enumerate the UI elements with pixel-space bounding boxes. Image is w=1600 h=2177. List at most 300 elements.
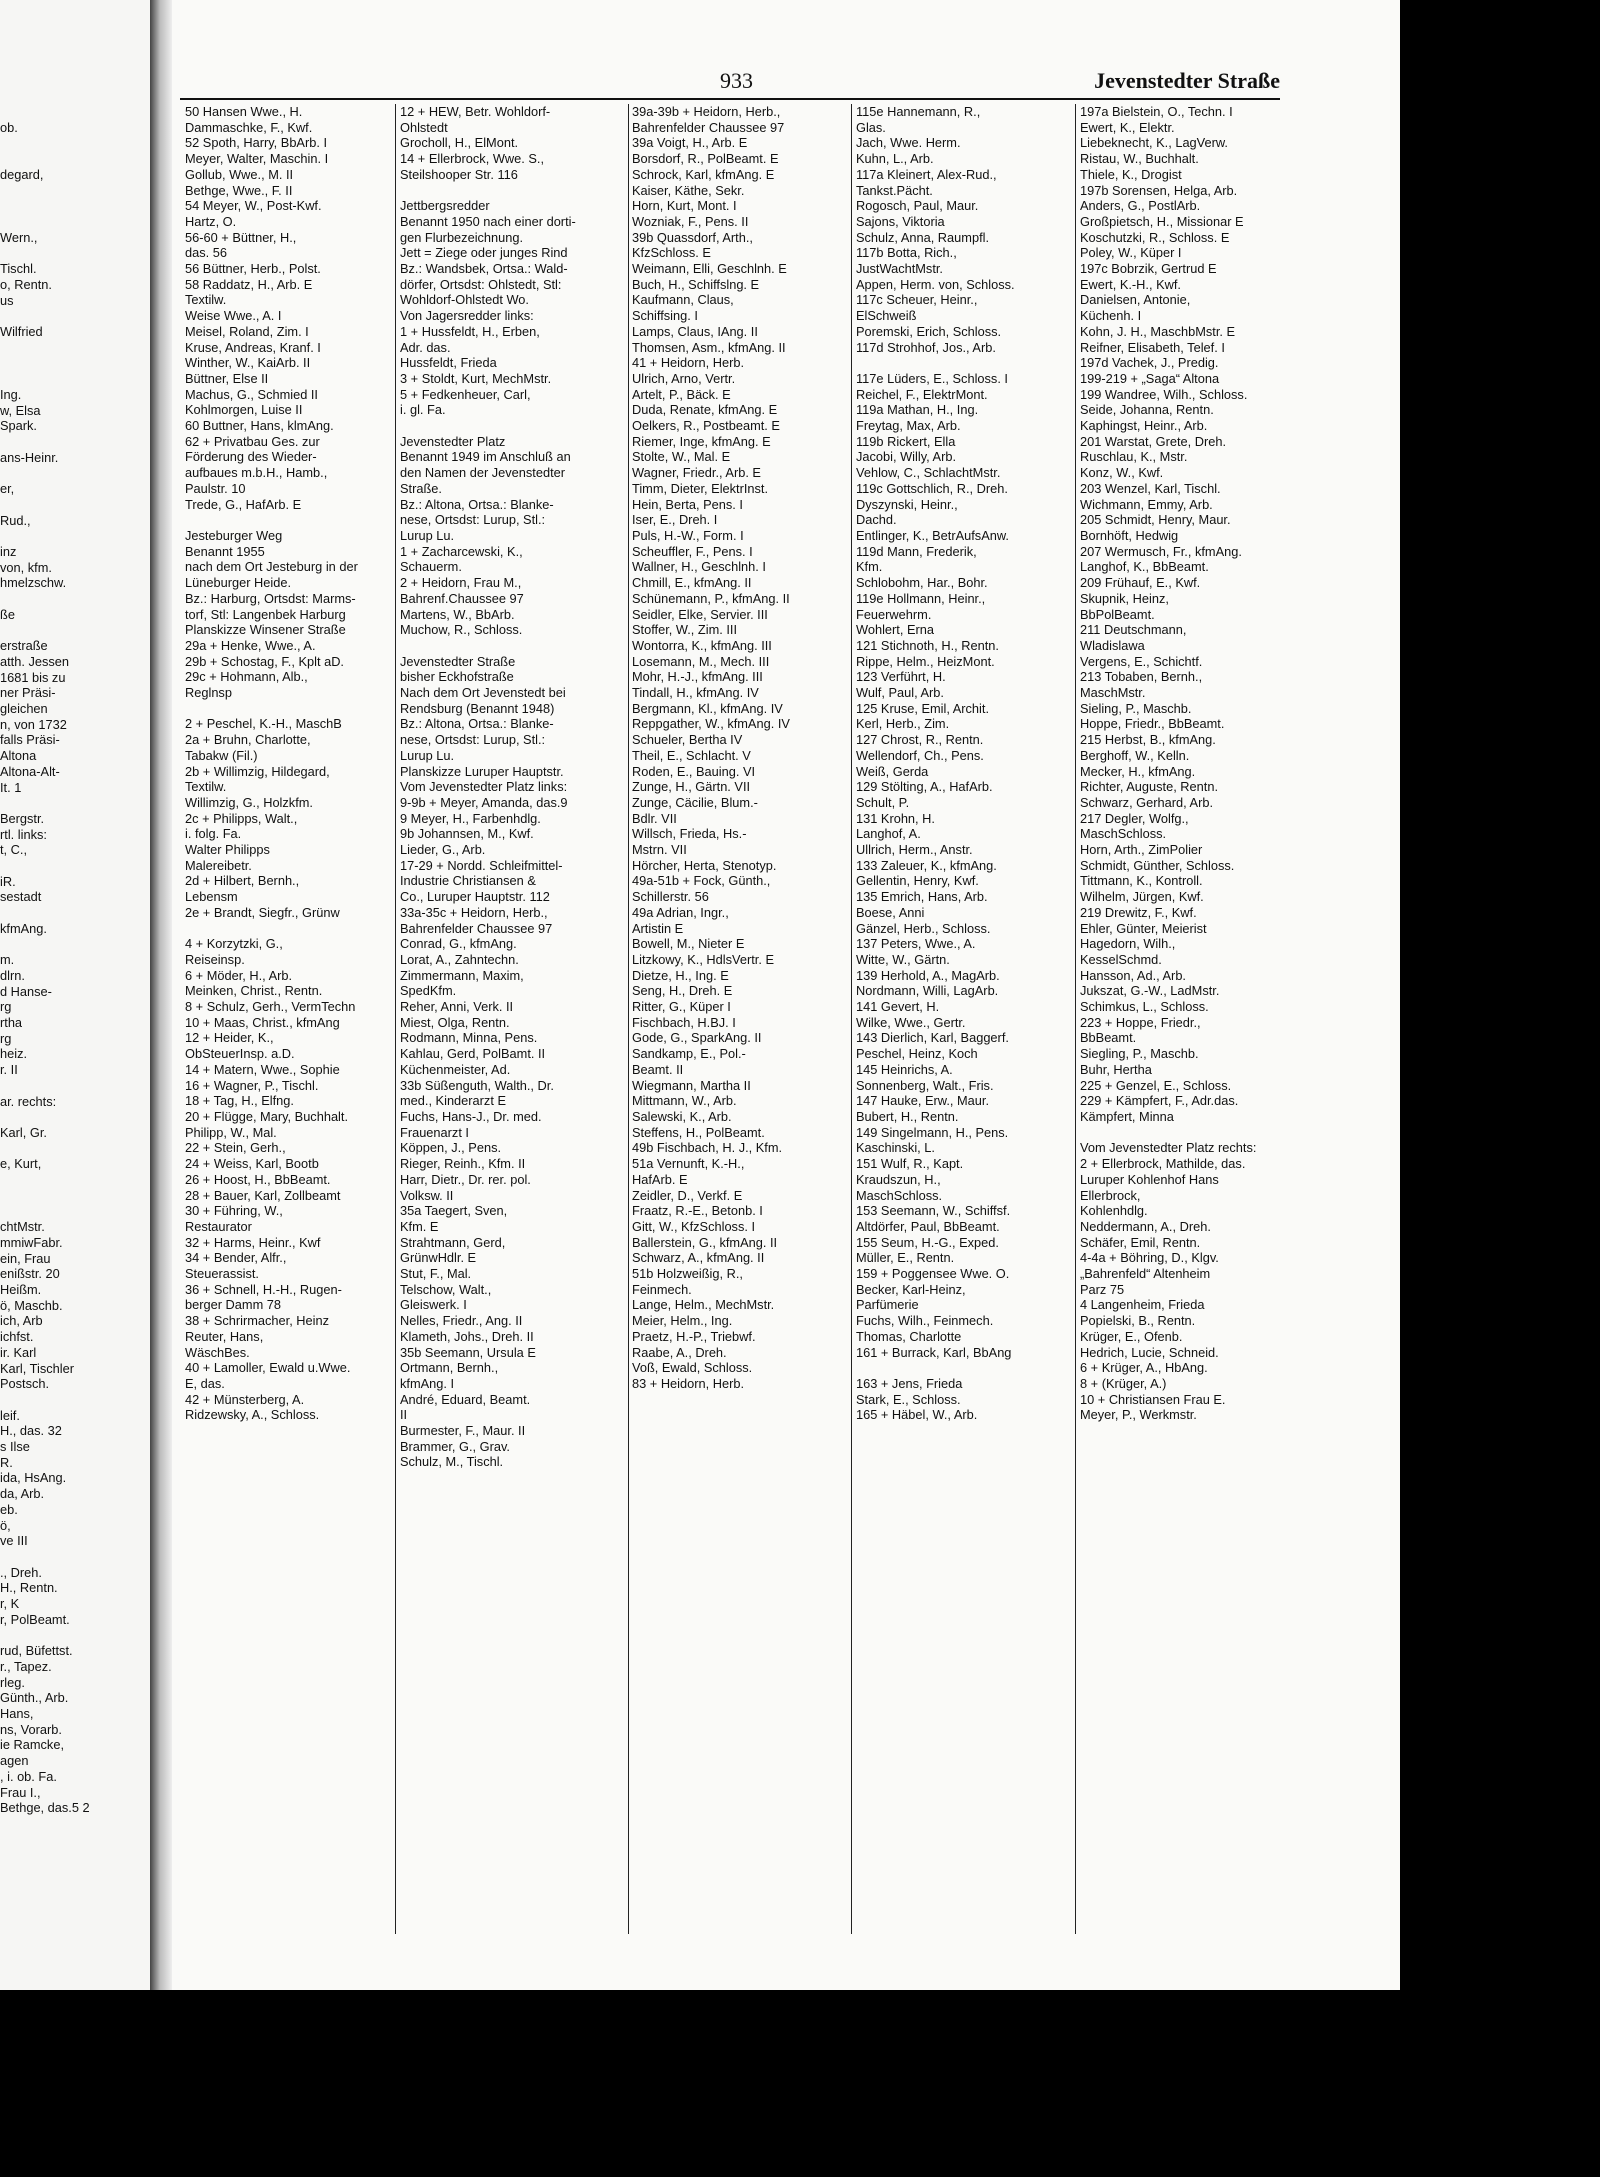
left-margin-fragments <box>0 120 150 1816</box>
directory-line: „Bahrenfeld“ Altenheim <box>1080 1266 1211 1282</box>
directory-line: 6 + Möder, H., Arb. <box>185 967 293 983</box>
left-page-fragment: r. II <box>0 1062 18 1078</box>
directory-line: 197c Bobrzik, Gertrud E <box>1080 261 1217 277</box>
directory-line: Steilshooper Str. 116 <box>400 166 518 182</box>
directory-line: 145 Heinrichs, A. <box>856 1061 953 1077</box>
directory-line: Jukszat, G.-W., LadMstr. <box>1080 983 1220 999</box>
directory-line: Jett = Ziege oder junges Rind <box>400 245 568 261</box>
left-page-fragment: ., Dreh. <box>0 1564 42 1580</box>
left-page-fragment <box>0 1204 150 1220</box>
directory-line: Zeidler, D., Verkf. E <box>632 1187 743 1203</box>
directory-line: Thomas, Charlotte <box>856 1328 962 1344</box>
directory-line: Gode, G., SparkAng. II <box>632 1030 762 1046</box>
directory-line: 12 + Heider, K., <box>185 1030 274 1046</box>
directory-line: 36 + Schnell, H.-H., Rugen- <box>185 1281 342 1297</box>
directory-line: 30 + Führing, W., <box>185 1203 283 1219</box>
directory-line: Zimmermann, Maxim, <box>400 967 524 983</box>
directory-line: Küchenmeister, Ad. <box>400 1061 511 1077</box>
directory-line: 35b Seemann, Ursula E <box>400 1344 536 1360</box>
directory-line: Schulz, M., Tischl. <box>400 1454 504 1470</box>
left-page-fragment: rtha <box>0 1015 23 1031</box>
directory-line: Lorat, A., Zahntechn. <box>400 951 519 967</box>
directory-line: Losemann, M., Mech. III <box>632 653 770 669</box>
directory-line: Hagedorn, Wilh., <box>1080 936 1176 952</box>
directory-line: 39a-39b + Heidorn, Herb., <box>632 104 781 119</box>
left-page-fragment <box>0 183 150 199</box>
directory-line: 215 Herbst, B., kfmAng. <box>1080 732 1216 748</box>
directory-line: Ritter, G., Küper I <box>632 999 731 1015</box>
directory-line: Hoppe, Friedr., BbBeamt. <box>1080 716 1225 732</box>
directory-line: Meier, Helm., Ing. <box>632 1313 733 1329</box>
directory-line: Jevenstedter Straße <box>400 653 516 669</box>
directory-line: 12 + HEW, Betr. Wohldorf- <box>400 104 551 119</box>
directory-line: Schwarz, A., kfmAng. II <box>632 1250 765 1266</box>
left-page-fragment: degard, <box>0 167 44 183</box>
directory-line: Krüger, E., Ofenb. <box>1080 1328 1183 1344</box>
directory-line: 2 + Heidorn, Frau M., <box>400 575 522 591</box>
directory-line: 2 + Ellerbrock, Mathilde, das. <box>1080 1156 1246 1172</box>
directory-line: Schäfer, Emil, Rentn. <box>1080 1234 1201 1250</box>
directory-line: Tankst.Pächt. <box>856 182 933 198</box>
directory-line: Scheuffler, F., Pens. I <box>632 543 753 559</box>
directory-line: Mstrn. VII <box>632 842 687 858</box>
directory-line: 49a Adrian, Ingr., <box>632 904 729 920</box>
directory-line: Appen, Herm. von, Schloss. <box>856 276 1015 292</box>
directory-line: 5 + Fedkenheuer, Carl, <box>400 386 531 402</box>
left-page-fragment: Ing. <box>0 386 22 402</box>
left-page-fragment: ö, Maschb. <box>0 1297 63 1313</box>
left-page-fragment: heiz. <box>0 1046 28 1062</box>
directory-line: Kämpfert, Minna <box>1080 1109 1174 1124</box>
left-page-fragment: Spark. <box>0 418 37 434</box>
directory-line: Ewert, K., Elektr. <box>1080 119 1175 135</box>
directory-line: Dyszynski, Heinr., <box>856 496 958 512</box>
directory-line: Bdlr. VII <box>632 810 677 826</box>
directory-line: Roden, E., Bauing. VI <box>632 763 756 779</box>
directory-line: 56 Büttner, Herb., Polst. <box>185 261 321 277</box>
directory-line: Machus, G., Schmied II <box>185 386 318 402</box>
directory-line: nese, Ortsdst: Lurup, Stl.: <box>400 512 546 528</box>
left-page-fragment: ans-Heinr. <box>0 449 59 465</box>
directory-line: dörfer, Ortsdst: Ohlstedt, Stl: <box>400 276 562 292</box>
directory-line: Entlinger, K., BetrAufsAnw. <box>856 527 1009 543</box>
directory-line: Ellerbrock, <box>1080 1187 1141 1203</box>
directory-line: GrünwHdlr. E <box>400 1250 477 1266</box>
directory-line: Becker, Karl-Heinz, <box>856 1281 966 1297</box>
directory-line: 117c Scheuer, Heinr., <box>856 292 978 308</box>
directory-line: Richter, Auguste, Rentn. <box>1080 779 1219 795</box>
directory-line: Großpietsch, H., Missionar E <box>1080 213 1244 229</box>
directory-line: 207 Wermusch, Fr., kfmAng. <box>1080 543 1242 559</box>
directory-line: Weimann, Elli, Geschlnh. E <box>632 261 787 277</box>
directory-line: Kaschinski, L. <box>856 1140 935 1156</box>
directory-column-5 <box>1080 104 1290 1423</box>
directory-line: Theil, E., Schlacht. V <box>632 747 751 763</box>
directory-line: BbPolBeamt. <box>1080 606 1155 622</box>
directory-line: Ridzewsky, A., Schloss. <box>185 1407 320 1423</box>
directory-line: Stark, E., Schloss. <box>856 1391 961 1407</box>
directory-line: Thomsen, Asm., kfmAng. II <box>632 339 786 355</box>
directory-line: Hansson, Ad., Arb. <box>1080 967 1186 983</box>
directory-line: 155 Seum, H.-G., Exped. <box>856 1234 999 1250</box>
left-page-fragment <box>0 434 150 450</box>
directory-line: 199 Wandree, Wilh., Schloss. <box>1080 386 1248 402</box>
directory-line: 22 + Stein, Gerh., <box>185 1140 286 1156</box>
column-divider <box>1075 104 1076 1934</box>
directory-line: Burmester, F., Maur. II <box>400 1423 526 1439</box>
directory-line: Hedrich, Lucie, Schneid. <box>1080 1344 1219 1360</box>
left-page-fragment: H., Rentn. <box>0 1580 58 1596</box>
directory-line: Sajons, Viktoria <box>856 213 945 229</box>
directory-line: 29a + Henke, Wwe., A. <box>185 637 316 653</box>
directory-line: 131 Krohn, H. <box>856 810 935 826</box>
column-divider <box>395 104 396 1934</box>
directory-line: MaschSchloss. <box>1080 826 1167 842</box>
directory-line: Weiß, Gerda <box>856 763 929 779</box>
left-page-fragment: ie Ramcke, <box>0 1737 65 1753</box>
page-header <box>180 64 1280 94</box>
directory-line: Klameth, Johs., Dreh. II <box>400 1328 534 1344</box>
directory-line: 229 + Kämpfert, F., Adr.das. <box>1080 1093 1239 1109</box>
directory-line: Langhof, A. <box>856 826 921 842</box>
left-page-fragment: s Ilse <box>0 1439 30 1455</box>
left-page-fragment: r, K <box>0 1596 20 1612</box>
directory-line: Riemer, Inge, kfmAng. E <box>632 433 771 449</box>
directory-line: Frauenarzt I <box>400 1124 469 1140</box>
directory-line: Malereibetr. <box>185 857 252 873</box>
directory-line: Schult, P. <box>856 794 910 810</box>
left-page-fragment <box>0 1188 150 1204</box>
directory-line: Sieling, P., Maschb. <box>1080 700 1192 716</box>
left-page-fragment <box>0 136 150 152</box>
directory-line: 163 + Jens, Frieda <box>856 1375 963 1391</box>
directory-line: Grocholl, H., ElMont. <box>400 135 519 151</box>
directory-line: 24 + Weiss, Karl, Bootb <box>185 1156 319 1172</box>
left-page-fragment: iR. <box>0 873 16 889</box>
directory-line: Horn, Arth., ZimPolier <box>1080 842 1203 858</box>
directory-line: 9-9b + Meyer, Amanda, das.9 <box>400 794 568 810</box>
directory-line: Rieger, Reinh., Kfm. II <box>400 1156 526 1172</box>
directory-line: 119e Hollmann, Heinr., <box>856 590 986 606</box>
directory-line: 9 Meyer, H., Farbenhdlg. <box>400 810 541 826</box>
directory-line: 1 + Zacharcewski, K., <box>400 543 523 559</box>
directory-line: Schlobohm, Har., Bohr. <box>856 575 988 591</box>
left-page-fragment: Frau I., <box>0 1784 41 1800</box>
directory-line: 4 + Korzytzki, G., <box>185 936 283 952</box>
directory-line: Textilw. <box>185 779 227 795</box>
directory-line: 219 Drewitz, F., Kwf. <box>1080 904 1197 920</box>
directory-line: 33b Süßenguth, Walth., Dr. <box>400 1077 554 1093</box>
left-page-fragment: H., das. 32 <box>0 1423 62 1439</box>
directory-line: Wladislawa <box>1080 637 1145 653</box>
directory-line: Skupnik, Heinz, <box>1080 590 1169 606</box>
directory-line: Bz.: Altona, Ortsa.: Blanke- <box>400 496 554 512</box>
directory-line: Tabakw (Fil.) <box>185 747 258 763</box>
left-page-fragment: da, Arb. <box>0 1486 45 1502</box>
directory-line: Nordmann, Willi, LagArb. <box>856 983 999 999</box>
directory-line: KesselSchmd. <box>1080 951 1162 967</box>
directory-line: JustWachtMstr. <box>856 261 943 277</box>
left-page-fragment: Wern., <box>0 229 38 245</box>
directory-line: Parz 75 <box>1080 1281 1125 1297</box>
directory-line: Oelkers, R., Postbeamt. E <box>632 418 780 434</box>
directory-line: Wohldorf-Ohlstedt Wo. <box>400 292 529 308</box>
directory-line: Hussfeldt, Frieda <box>400 355 497 371</box>
directory-line: Parfümerie <box>856 1297 919 1313</box>
directory-line: Restaurator <box>185 1218 252 1234</box>
directory-line: Philipp, W., Mal. <box>185 1124 277 1140</box>
directory-line: Siegling, P., Maschb. <box>1080 1046 1199 1062</box>
directory-line: Bubert, H., Rentn. <box>856 1109 959 1124</box>
directory-line: 18 + Tag, H., Elfng. <box>185 1093 294 1109</box>
directory-line: Co., Luruper Hauptstr. 112 <box>400 889 550 905</box>
directory-line: Walter Philipps <box>185 842 270 858</box>
directory-line: Planskizze Winsener Straße <box>185 622 346 638</box>
directory-line: Wiegmann, Martha II <box>632 1077 751 1093</box>
directory-line: Seng, H., Dreh. E <box>632 983 733 999</box>
left-page-fragment: rg <box>0 1030 12 1046</box>
directory-line: 29b + Schostag, F., Kplt aD. <box>185 653 344 669</box>
directory-line: Stolte, W., Mal. E <box>632 449 731 465</box>
left-page-fragment <box>0 1628 150 1644</box>
directory-line: Schiffsing. I <box>632 308 698 324</box>
directory-line: Lüneburger Heide. <box>185 575 292 591</box>
directory-line: Adr. das. <box>400 339 451 355</box>
directory-line: bisher Eckhofstraße <box>400 669 514 685</box>
left-page-fragment: ns, Vorarb. <box>0 1721 62 1737</box>
directory-line: Koschutzki, R., Schloss. E <box>1080 229 1230 245</box>
directory-line: Lurup Lu. <box>400 527 455 543</box>
left-page-fragment: R. <box>0 1454 13 1470</box>
directory-line: Bz.: Harburg, Ortsdst: Marms- <box>185 590 356 606</box>
directory-line: Thiele, K., Drogist <box>1080 166 1182 182</box>
directory-line: Reglnsp <box>185 685 232 701</box>
directory-line: 117b Botta, Rich., <box>856 245 957 261</box>
directory-line: 2d + Hilbert, Bernh., <box>185 873 300 889</box>
directory-line: 17-29 + Nordd. Schleifmittel- <box>400 857 563 873</box>
directory-line: 9b Johannsen, M., Kwf. <box>400 826 534 842</box>
directory-line: Wilke, Wwe., Gertr. <box>856 1014 966 1030</box>
directory-line: Rodmann, Minna, Pens. <box>400 1030 538 1046</box>
directory-line: Reppgather, W., kfmAng. IV <box>632 716 790 732</box>
directory-line: 223 + Hoppe, Friedr., <box>1080 1014 1201 1030</box>
running-head: Jevenstedter Straße <box>1094 68 1280 93</box>
directory-line: Mittmann, W., Arb. <box>632 1093 737 1109</box>
directory-line: Willimzig, G., Holzkfm. <box>185 794 313 810</box>
directory-line: Kahlau, Gerd, PolBamt. II <box>400 1046 546 1062</box>
directory-line: SpedKfm. <box>400 983 457 999</box>
directory-line: Schmidt, Günther, Schloss. <box>1080 857 1235 873</box>
left-page-fragment: ir. Karl <box>0 1344 37 1360</box>
directory-line: Anders, G., PostlArb. <box>1080 198 1201 214</box>
left-page-fragment <box>0 199 150 215</box>
directory-line: Steuerassist. <box>185 1266 259 1282</box>
directory-line: 49a-51b + Fock, Günth., <box>632 873 771 889</box>
directory-line: Schrock, Karl, kfmAng. E <box>632 166 775 182</box>
directory-line: 209 Frühauf, E., Kwf. <box>1080 575 1201 591</box>
directory-line: 51a Vernunft, K.-H., <box>632 1156 745 1172</box>
directory-line: 39b Quassdorf, Arth., <box>632 229 753 245</box>
directory-line: 52 Spoth, Harry, BbArb. I <box>185 135 328 151</box>
directory-line: MaschSchloss. <box>856 1187 943 1203</box>
left-page-fragment: d Hanse- <box>0 983 52 999</box>
left-page-fragment <box>0 497 150 513</box>
directory-line: ObSteuerInsp. a.D. <box>185 1046 295 1062</box>
directory-line: 83 + Heidorn, Herb. <box>632 1375 745 1391</box>
directory-line: 10 + Christiansen Frau E. <box>1080 1391 1226 1407</box>
directory-line: Kaiser, Käthe, Sekr. <box>632 182 745 198</box>
directory-column-2 <box>400 104 625 1470</box>
directory-line: Ohlstedt <box>400 119 448 135</box>
directory-line: Horn, Kurt, Mont. I <box>632 198 737 214</box>
directory-line: Litzkowy, K., HdlsVertr. E <box>632 951 774 967</box>
directory-line: Köppen, J., Pens. <box>400 1140 502 1156</box>
directory-line: 16 + Wagner, P., Tischl. <box>185 1077 319 1093</box>
directory-line: Reiseinsp. <box>185 951 245 967</box>
header-rule <box>180 98 1280 100</box>
directory-line: 135 Emrich, Hans, Arb. <box>856 889 988 905</box>
column-divider <box>851 104 852 1934</box>
directory-line: Mohr, H.-J., kfmAng. III <box>632 669 763 685</box>
directory-line: Benannt 1950 nach einer dorti- <box>400 213 576 229</box>
directory-line: 197d Vachek, J., Predig. <box>1080 355 1219 371</box>
directory-line: 197a Bielstein, O., Techn. I <box>1080 104 1233 119</box>
directory-line: Schulz, Anna, Raumpfl. <box>856 229 990 245</box>
directory-line: aufbaues m.b.H., Hamb., <box>185 465 328 481</box>
directory-line: 2b + Willimzig, Hildegard, <box>185 763 330 779</box>
left-page-fragment <box>0 356 150 372</box>
directory-line: Artistin E <box>632 920 684 936</box>
left-page-fragment <box>0 1109 150 1125</box>
directory-line: Freytag, Max, Arb. <box>856 418 961 434</box>
directory-line: torf, Stl: Langenbek Harburg <box>185 606 346 622</box>
directory-line: Bowell, M., Nieter E <box>632 936 745 952</box>
directory-line: 34 + Bender, Alfr., <box>185 1250 287 1266</box>
directory-line: Gleiswerk. I <box>400 1297 467 1313</box>
directory-line: Weise Wwe., A. I <box>185 308 282 324</box>
directory-line: 4-4a + Böhring, D., Klgv. <box>1080 1250 1219 1266</box>
directory-column-1 <box>185 104 390 1423</box>
directory-line: KfzSchloss. E <box>632 245 711 261</box>
directory-line: Jesteburger Weg <box>185 527 283 543</box>
directory-line <box>400 183 625 199</box>
left-page-fragment <box>0 340 150 356</box>
left-page-fragment <box>0 465 150 481</box>
directory-line: Wellendorf, Ch., Pens. <box>856 747 984 763</box>
left-page-fragment: von, kfm. <box>0 559 52 575</box>
directory-line: 143 Dierlich, Karl, Baggerf. <box>856 1030 1009 1046</box>
left-page-fragment <box>0 937 150 953</box>
left-page-fragment: w, Elsa <box>0 402 41 418</box>
directory-line <box>400 638 625 654</box>
directory-line: 133 Zaleuer, K., kfmAng. <box>856 857 997 873</box>
directory-line: Schillerstr. 56 <box>632 889 709 905</box>
directory-line: Konz, W., Kwf. <box>1080 465 1164 481</box>
directory-line: Telschow, Walt., <box>400 1281 492 1297</box>
left-page-fragment: Hans, <box>0 1706 34 1722</box>
directory-line: Raabe, A., Dreh. <box>632 1344 727 1360</box>
directory-line: 159 + Poggensee Wwe. O. <box>856 1266 1010 1282</box>
directory-line: Tittmann, K., Kontroll. <box>1080 873 1203 889</box>
directory-line: 147 Hauke, Erw., Maur. <box>856 1093 990 1109</box>
directory-line: med., Kinderarzt E <box>400 1093 506 1109</box>
directory-line: Dammaschke, F., Kwf. <box>185 119 313 135</box>
directory-line: Rendsburg (Benannt 1948) <box>400 700 555 716</box>
left-page-fragment: gleichen <box>0 701 48 717</box>
directory-line: Fuchs, Wilh., Feinmech. <box>856 1313 994 1329</box>
directory-column-4 <box>856 104 1071 1423</box>
directory-line: 38 + Schrirmacher, Heinz <box>185 1313 330 1329</box>
directory-line: Ortmann, Bernh., <box>400 1360 499 1376</box>
directory-line: Lebensm <box>185 889 238 905</box>
directory-line: nach dem Ort Jesteburg in der <box>185 559 358 575</box>
directory-line: Reher, Anni, Verk. II <box>400 999 514 1015</box>
left-page-fragment: rg <box>0 999 12 1015</box>
left-page-fragment: Altona-Alt- <box>0 763 60 779</box>
left-page-fragment: Altona <box>0 748 37 764</box>
directory-line: Ristau, W., Buchhalt. <box>1080 151 1199 167</box>
directory-line: Lange, Helm., MechMstr. <box>632 1297 775 1313</box>
directory-line: Bahrenfelder Chaussee 97 <box>400 920 553 936</box>
directory-line: Borsdorf, R., PolBeamt. E <box>632 151 779 167</box>
directory-line: 10 + Maas, Christ., kfmAng <box>185 1014 340 1030</box>
directory-line: 199-219 + „Saga“ Altona <box>1080 370 1220 386</box>
directory-line: Bethge, Wwe., F. II <box>185 182 293 198</box>
left-page-fragment: ichfst. <box>0 1329 34 1345</box>
directory-line: 119d Mann, Frederik, <box>856 543 977 559</box>
left-page-fragment: Tischl. <box>0 261 37 277</box>
directory-line: Winther, W., KaiArb. II <box>185 355 311 371</box>
directory-line: Beamt. II <box>632 1061 684 1077</box>
directory-line: Feinmech. <box>632 1281 692 1297</box>
directory-line <box>856 1360 1071 1376</box>
left-page-fragment: dlrn. <box>0 967 25 983</box>
directory-line: Iser, E., Dreh. I <box>632 512 718 528</box>
directory-line: Zunge, Cäcilie, Blum.- <box>632 794 758 810</box>
left-page-fragment: chtMstr. <box>0 1219 45 1235</box>
directory-line: 2c + Philipps, Walt., <box>185 810 298 826</box>
left-page-fragment: Günth., Arb. <box>0 1690 69 1706</box>
directory-line: Schueler, Bertha IV <box>632 732 743 748</box>
directory-line: Büttner, Else II <box>185 370 269 386</box>
directory-line: Muchow, R., Schloss. <box>400 622 523 638</box>
left-page-fragment <box>0 1392 150 1408</box>
left-page-fragment: Rud., <box>0 512 31 528</box>
directory-line: Bz.: Altona, Ortsa.: Blanke- <box>400 716 554 732</box>
directory-line: 42 + Münsterberg, A. <box>185 1391 305 1407</box>
directory-line: Straße. <box>400 480 442 496</box>
directory-line: Trede, G., HafArb. E <box>185 496 302 512</box>
directory-line: Sonnenberg, Walt., Fris. <box>856 1077 994 1093</box>
directory-line: 117a Kleinert, Alex-Rud., <box>856 166 997 182</box>
directory-line: Boese, Anni <box>856 904 925 920</box>
left-page-fragment: ich, Arb <box>0 1313 43 1329</box>
directory-line: E, das. <box>185 1375 225 1391</box>
left-page-fragment: erstraße <box>0 638 48 654</box>
directory-line: Jettbergsredder <box>400 198 490 214</box>
directory-line: 139 Herhold, A., MagArb. <box>856 967 1000 983</box>
directory-line: kfmAng. I <box>400 1375 455 1391</box>
left-page-fragment: leif. <box>0 1407 20 1423</box>
left-page-fragment: m. <box>0 952 15 968</box>
left-page-fragment: Bethge, das.5 2 <box>0 1800 90 1816</box>
left-page-fragment: ve III <box>0 1533 28 1549</box>
left-page-fragment: o, Rentn. <box>0 277 52 293</box>
directory-line: Hein, Berta, Pens. I <box>632 496 743 512</box>
directory-line: 153 Seemann, W., Schiffsf. <box>856 1203 1011 1219</box>
directory-line: 121 Stichnoth, H., Rentn. <box>856 637 999 653</box>
directory-line: 217 Degler, Wolfg., <box>1080 810 1189 826</box>
